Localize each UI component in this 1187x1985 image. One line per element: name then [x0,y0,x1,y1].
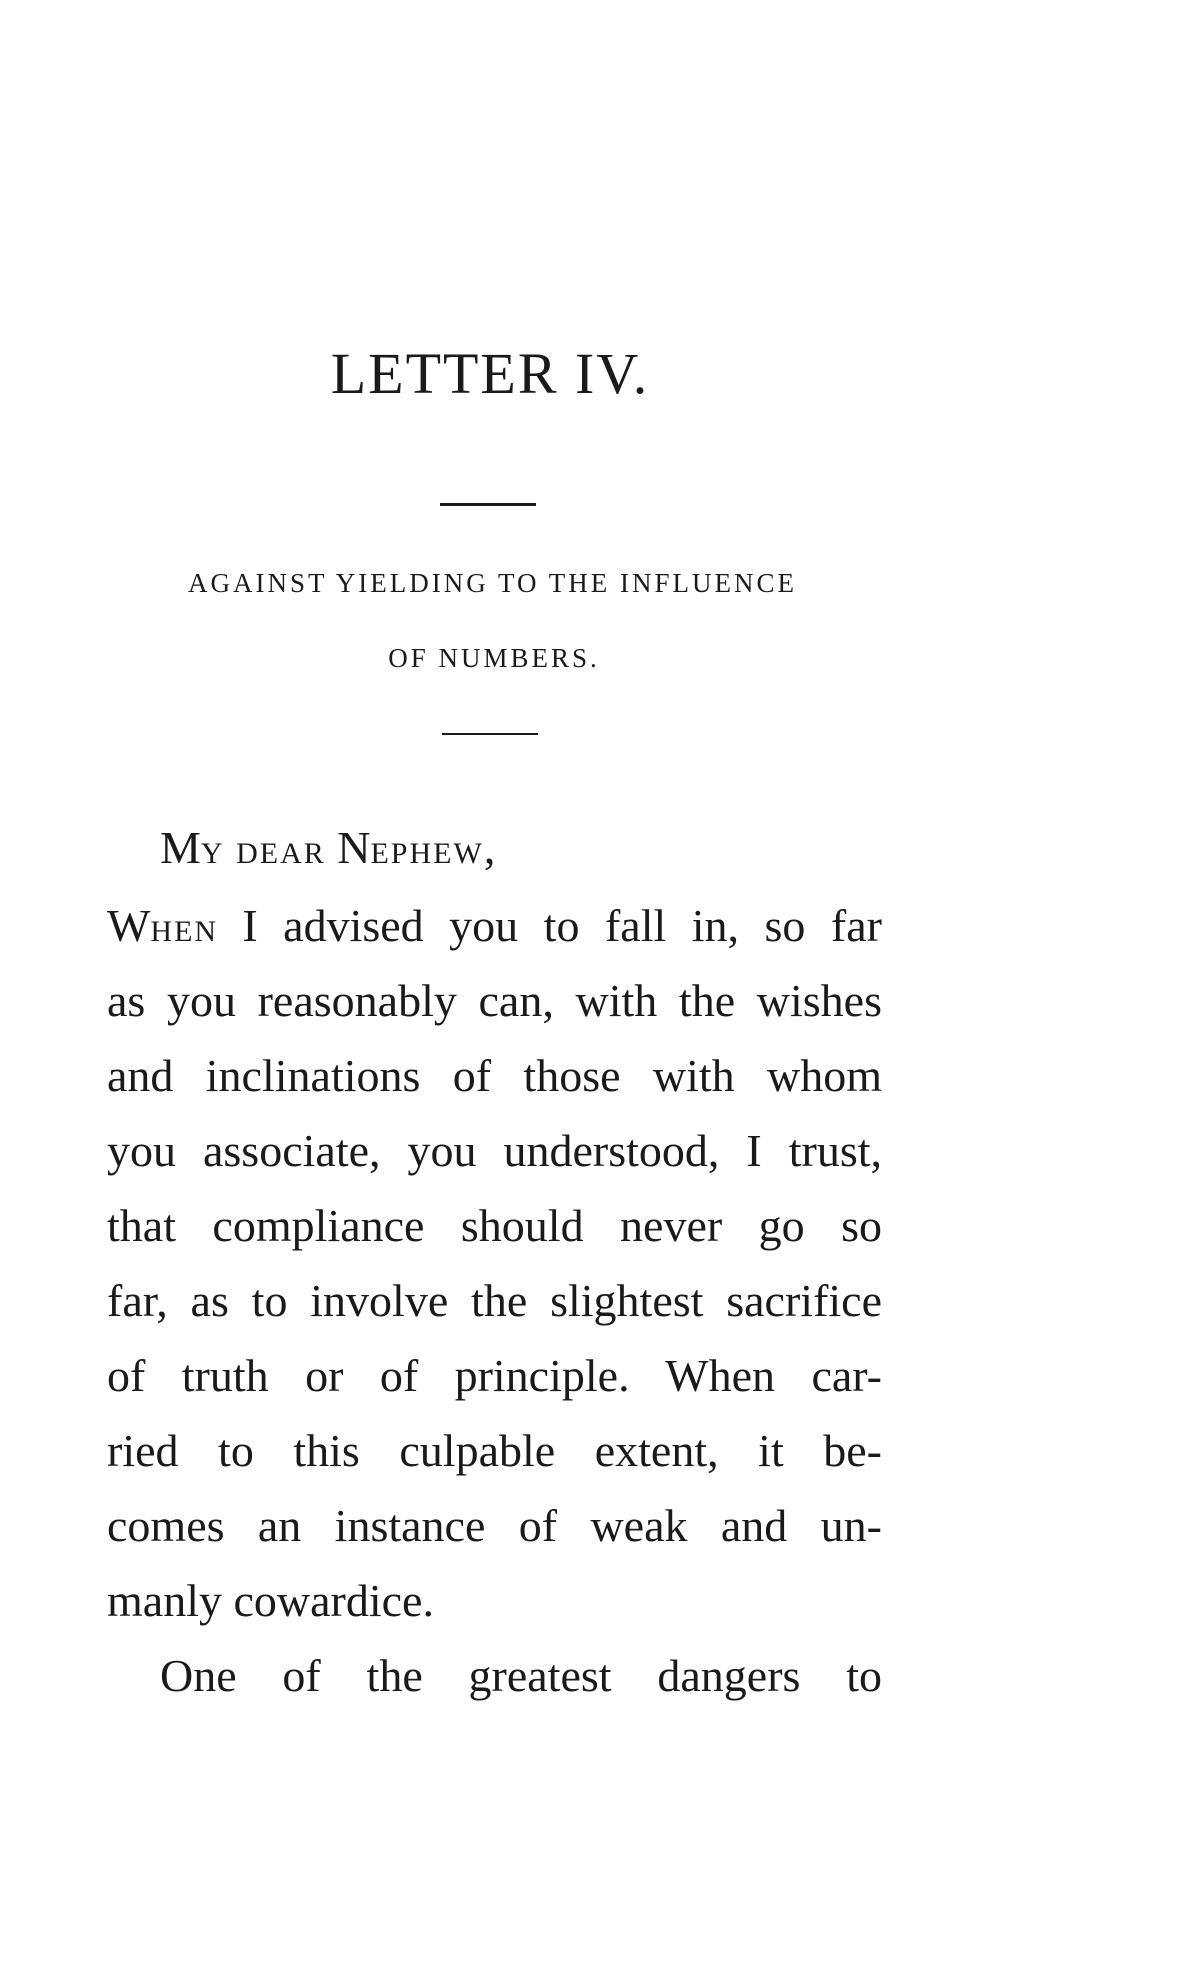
paragraph-1-line-9 [107,1488,882,1563]
paragraph-1-line-6 [107,1263,882,1338]
salutation-dear: DEAR [236,837,326,870]
line-text: comes an instance of weak and un- [107,1500,882,1551]
paragraph-1-line-4 [107,1113,882,1188]
small-caps-when: WHEN [107,900,219,951]
paragraph-1 [107,888,882,1638]
letter-title: LETTER IV. [330,341,650,406]
line-spacer [218,888,242,963]
title-divider [440,503,536,506]
salutation-nephew: NEPHEW, [337,822,496,873]
line-text: of truth or of principle. When car- [107,1350,882,1401]
salutation [160,822,496,873]
line-text: far, as to involve the slightest sacrifice [107,1275,882,1326]
salutation-my: MY [160,822,225,873]
line-text: One of the greatest dangers to [160,1650,882,1701]
letter-subtitle-line-2: OF NUMBERS. [388,643,600,673]
line-text: and inclinations of those with whom [107,1050,882,1101]
paragraph-1-line-1 [107,888,882,963]
paragraph-1-line-5 [107,1188,882,1263]
line-text: as you reasonably can, with the wishes [107,975,882,1026]
line-text: ried to this culpable extent, it be- [107,1425,882,1476]
paragraph-1-line-10 [107,1563,882,1638]
line-text: you associate, you understood, I trust, [107,1125,882,1176]
line-text: manly cowardice. [107,1575,434,1626]
paragraph-2-line-1 [160,1638,882,1713]
paragraph-2 [160,1638,882,1713]
subtitle-divider [442,733,538,735]
line-1-rest: I advised you to fall in, so far [242,900,882,951]
paragraph-1-line-8 [107,1413,882,1488]
paragraph-1-line-2 [107,963,882,1038]
paragraph-1-line-7 [107,1338,882,1413]
paragraph-1-line-3 [107,1038,882,1113]
line-text: that compliance should never go so [107,1200,882,1251]
letter-subtitle-line-1: AGAINST YIELDING TO THE INFLUENCE [188,568,797,598]
